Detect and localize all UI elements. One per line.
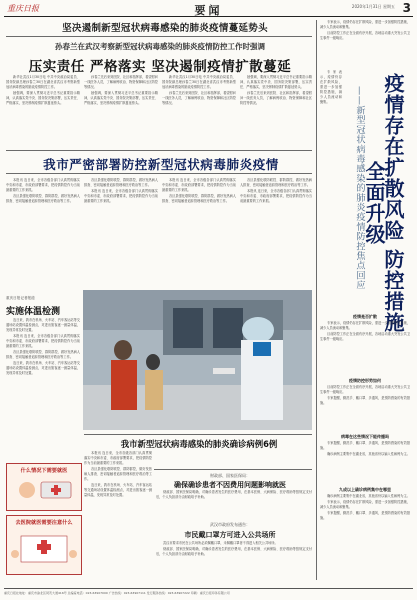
paragraph: 专家表示，疫情仍存在扩散风险，需进一步加强防控措施，减少人员流动和聚集。 bbox=[320, 500, 410, 509]
story3-body bbox=[84, 451, 152, 576]
story5-headline: 市民戴口罩方可进入公共场所 bbox=[184, 531, 276, 539]
page-number: 3 bbox=[402, 1, 411, 15]
paragraph: 本报讯 连日来，全市各级各部门认真贯彻落实中央和市委、市政府部署要求，把疫情防控作为当前最重要的工作来抓。 bbox=[6, 334, 80, 348]
paragraph: 确诊病例主要集中在湖北省，其他省份以输入性病例为主。 bbox=[327, 452, 410, 456]
paragraph: 本报讯 连日来，全市各级各部门认真贯彻落实中央和市委、市政府部署要求，把疫情防控作为当前最重要的工作来抓。 bbox=[84, 451, 152, 465]
paragraph: 各区县强化联防联控、群防群控，做好发热病人排查、密切接触者追踪管理和医疗救治等工作。 bbox=[162, 194, 236, 203]
banner-headline: 坚决遏制新型冠状病毒感染的肺炎疫情蔓延势头 bbox=[62, 23, 268, 34]
hospital-icon bbox=[7, 526, 81, 566]
health-infographic bbox=[6, 463, 80, 573]
dateline: 2020年1月31日 星期五 bbox=[351, 4, 395, 9]
paragraph: 各区县强化联防联控、群防群控，做好发热病人排查、密切接触者追踪管理和医疗救治等工作。 bbox=[6, 350, 80, 359]
infographic-panel bbox=[6, 463, 82, 511]
section-title: 要闻 bbox=[194, 4, 223, 17]
lead-body-col4 bbox=[240, 75, 312, 147]
paragraph: 孙春兰先后来到医院、社区和指挥部，看望慰问一线医务人员，了解病例收治、物资保障和社区防控等情况。 bbox=[240, 91, 312, 105]
story2-body-col2 bbox=[84, 178, 158, 286]
paragraph: 目前防控工作正在全面有序开展，各地启动重大突发公共卫生事件一级响应。 bbox=[320, 31, 410, 40]
paragraph: 专家提醒，勤洗手、戴口罩、多通风，是预防感染的有效措施。 bbox=[320, 511, 410, 520]
panel-title: 去医院就医需要注意什么 bbox=[15, 520, 73, 526]
commentary-section-body bbox=[320, 321, 410, 373]
lead-headline: 压实责任 严格落实 坚决遏制疫情扩散蔓延 bbox=[28, 59, 292, 75]
paragraph: 专家提醒，勤洗手、戴口罩、多通风，是预防感染的有效措施。 bbox=[320, 396, 410, 405]
commentary-subhead: ——新型冠状病毒感染的肺炎疫情防控焦点回应 bbox=[354, 85, 365, 290]
paragraph: 财政部、国家医保局明确，对确诊患者发生的医疗费用，在基本医保、大病保险、医疗救助等按规定支付后，个人负担部分由财政给予补助。 bbox=[156, 547, 312, 556]
news-photo bbox=[83, 290, 312, 430]
paragraph: 专家提醒，勤洗手、戴口罩、多通风，是预防感染的有效措施。 bbox=[320, 441, 410, 450]
paragraph: 她强调，要深入贯彻习近平总书记重要指示精神，认真落实党中央、国务院决策部署，压实责任、严格落实，坚决遏制疫情扩散蔓延势头。 bbox=[6, 91, 80, 105]
panel-title: 什么情况下需要就医 bbox=[20, 468, 68, 474]
lead-body-col1 bbox=[6, 75, 80, 147]
commentary-section-body bbox=[320, 494, 410, 582]
paragraph: 连日来，我市在机场、火车站、汽车客运站等交通场站设置体温检测点，对进出旅客逐一测量体温，发现异常及时处置。 bbox=[6, 318, 80, 332]
masthead bbox=[4, 2, 413, 17]
divider bbox=[6, 36, 312, 37]
story2-body-col4 bbox=[240, 178, 312, 286]
paragraph: 各区县强化联防联控、群防群控，做好发热病人排查、密切接触者追踪管理和医疗救治等工作。 bbox=[84, 178, 158, 187]
paragraph: 连日来，我市在机场、火车站、汽车客运站等交通场站设置体温检测点，对进出旅客逐一测量体温，发现异常及时处置。 bbox=[84, 483, 152, 497]
divider bbox=[154, 469, 312, 470]
commentary-section-title: 九成以上确诊病例集中在哪里 bbox=[339, 487, 391, 492]
page-footer: 重庆日报社地址：重庆市渝北区同茂大道416号 总编室电话：023-63907000 广告热线：023-63907111 发行服务热线：023-63907222 印刷：重庆日报印务有限公司 bbox=[4, 588, 413, 597]
paragraph: 连日来，我市在机场、火车站、汽车客运站等交通场站设置体温检测点，对进出旅客逐一测量体温，发现异常及时处置。 bbox=[6, 361, 80, 375]
paragraph: 确诊病例主要集中在湖北省，其他省份以输入性病例为主。 bbox=[327, 494, 410, 498]
divider bbox=[84, 434, 312, 435]
paragraph: 各区县强化联防联控、群防群控，做好发热病人排查、密切接触者追踪管理和医疗救治等工作。 bbox=[240, 178, 312, 187]
paragraph: 专家表示，疫情仍存在扩散风险，需进一步加强防控措施，减少人员流动和聚集。 bbox=[320, 20, 410, 29]
newspaper-logo: 重庆日报 bbox=[7, 4, 39, 13]
paragraph: 本报讯 连日来，全市各级各部门认真贯彻落实中央和市委、市政府部署要求，把疫情防控作为当前最重要的工作来抓。 bbox=[240, 189, 312, 203]
paragraph: 孙春兰先后来到医院、社区和指挥部，看望慰问一线医务人员，了解病例收治、物资保障和社区防控等情况。 bbox=[162, 91, 236, 105]
story2-headline: 我市严密部署防控新型冠状病毒肺炎疫情 bbox=[43, 157, 279, 172]
commentary-section-body bbox=[320, 385, 410, 427]
commentary-intro bbox=[320, 20, 410, 66]
story4-headline: 确保确诊患者不因费用问题影响就医 bbox=[174, 481, 286, 489]
story4-kicker: 财政部、国家医保局： bbox=[210, 473, 250, 478]
paragraph: 新华社武汉1月30日电 中共中央政治局委员、国务院副总理孙春兰30日在湖北省武汉市考察新型冠状病毒感染的肺炎疫情防控工作。 bbox=[6, 75, 80, 89]
paragraph: 各区县强化联防联控、群防群控，做好发热病人排查、密切接触者追踪管理和医疗救治等工作。 bbox=[6, 194, 80, 203]
paragraph: 财政部、国家医保局明确，对确诊患者发生的医疗费用，在基本医保、大病保险、医疗救助等按规定支付后，个人负担部分由财政给予补助。 bbox=[156, 490, 312, 499]
lead-body-col3 bbox=[162, 75, 236, 147]
paragraph: 本报讯 连日来，全市各级各部门认真贯彻落实中央和市委、市政府部署要求，把疫情防控作为当前最重要的工作来抓。 bbox=[84, 189, 158, 203]
lead-body-col2 bbox=[84, 75, 158, 147]
commentary-section-body bbox=[320, 441, 410, 481]
brief-title: 实施体温检测 bbox=[6, 307, 61, 317]
commentary-section-title: 病毒在这些情况下能传播吗 bbox=[341, 434, 389, 439]
commentary-section-title: 疫情防控形势如何 bbox=[349, 378, 381, 383]
commentary-body-narrow bbox=[320, 70, 342, 305]
story2-body-col3 bbox=[162, 178, 236, 286]
paragraph: 专家表示，疫情仍存在扩散风险，需进一步加强防控措施，减少人员流动和聚集。 bbox=[320, 321, 410, 330]
story4-body bbox=[156, 490, 312, 518]
commentary-section-title: 疫情是否扩散 bbox=[353, 314, 377, 319]
infographic-panel bbox=[6, 515, 82, 575]
divider bbox=[6, 150, 312, 151]
medical-icon bbox=[7, 474, 81, 504]
divider bbox=[6, 173, 312, 174]
paragraph: 孙春兰先后来到医院、社区和指挥部，看望慰问一线医务人员，了解病例收治、物资保障和社区防控等情况。 bbox=[84, 75, 158, 89]
commentary-headline: 疫情存在扩散风险 防控措施全面升级 bbox=[362, 72, 405, 333]
paragraph: 目前防控工作正在全面有序开展，各地启动重大突发公共卫生事件一级响应。 bbox=[320, 332, 410, 341]
paragraph: 目前防控工作正在全面有序开展，各地启动重大突发公共卫生事件一级响应。 bbox=[320, 385, 410, 394]
photo-image bbox=[83, 290, 312, 430]
brief-kicker: 重庆日报记者报道 bbox=[6, 296, 35, 300]
paragraph: 本报讯 连日来，全市各级各部门认真贯彻落实中央和市委、市政府部署要求，把疫情防控作为当前最重要的工作来抓。 bbox=[162, 178, 236, 192]
paragraph: 她强调，要深入贯彻习近平总书记重要指示精神，认真落实党中央、国务院决策部署，压实责任、严格落实，坚决遏制疫情扩散蔓延势头。 bbox=[240, 75, 312, 89]
story2-body-col1 bbox=[6, 178, 80, 290]
paragraph: 专家表示，疫情仍存在扩散风险，需进一步加强防控措施，减少人员流动和聚集。 bbox=[320, 70, 342, 104]
paragraph: 本报讯 连日来，全市各级各部门认真贯彻落实中央和市委、市政府部署要求，把疫情防控作为当前最重要的工作来抓。 bbox=[6, 178, 80, 192]
story5-body bbox=[156, 541, 312, 585]
paragraph: 新华社武汉1月30日电 中共中央政治局委员、国务院副总理孙春兰30日在湖北省武汉市考察新型冠状病毒感染的肺炎疫情防控工作。 bbox=[162, 75, 236, 89]
paragraph: 各区县强化联防联控、群防群控，做好发热病人排查、密切接触者追踪管理和医疗救治等工作。 bbox=[84, 467, 152, 481]
lead-kicker: 孙春兰在武汉考察新型冠状病毒感染的肺炎疫情防控工作时强调 bbox=[55, 42, 265, 51]
brief-body bbox=[6, 318, 80, 458]
story3-headline: 我市新型冠状病毒感染的肺炎确诊病例6例 bbox=[120, 439, 278, 449]
story5-kicker: 武汉市政府发布通告： bbox=[210, 522, 250, 527]
paragraph: 她强调，要深入贯彻习近平总书记重要指示精神，认真落实党中央、国务院决策部署，压实责任、严格落实，坚决遏制疫情扩散蔓延势头。 bbox=[84, 91, 158, 105]
paragraph: 武汉市要求市民在公共场所必须佩戴口罩，未佩戴口罩者不得进入相关公共场所。 bbox=[163, 541, 278, 545]
brief bbox=[6, 296, 80, 317]
column-divider bbox=[316, 20, 317, 580]
